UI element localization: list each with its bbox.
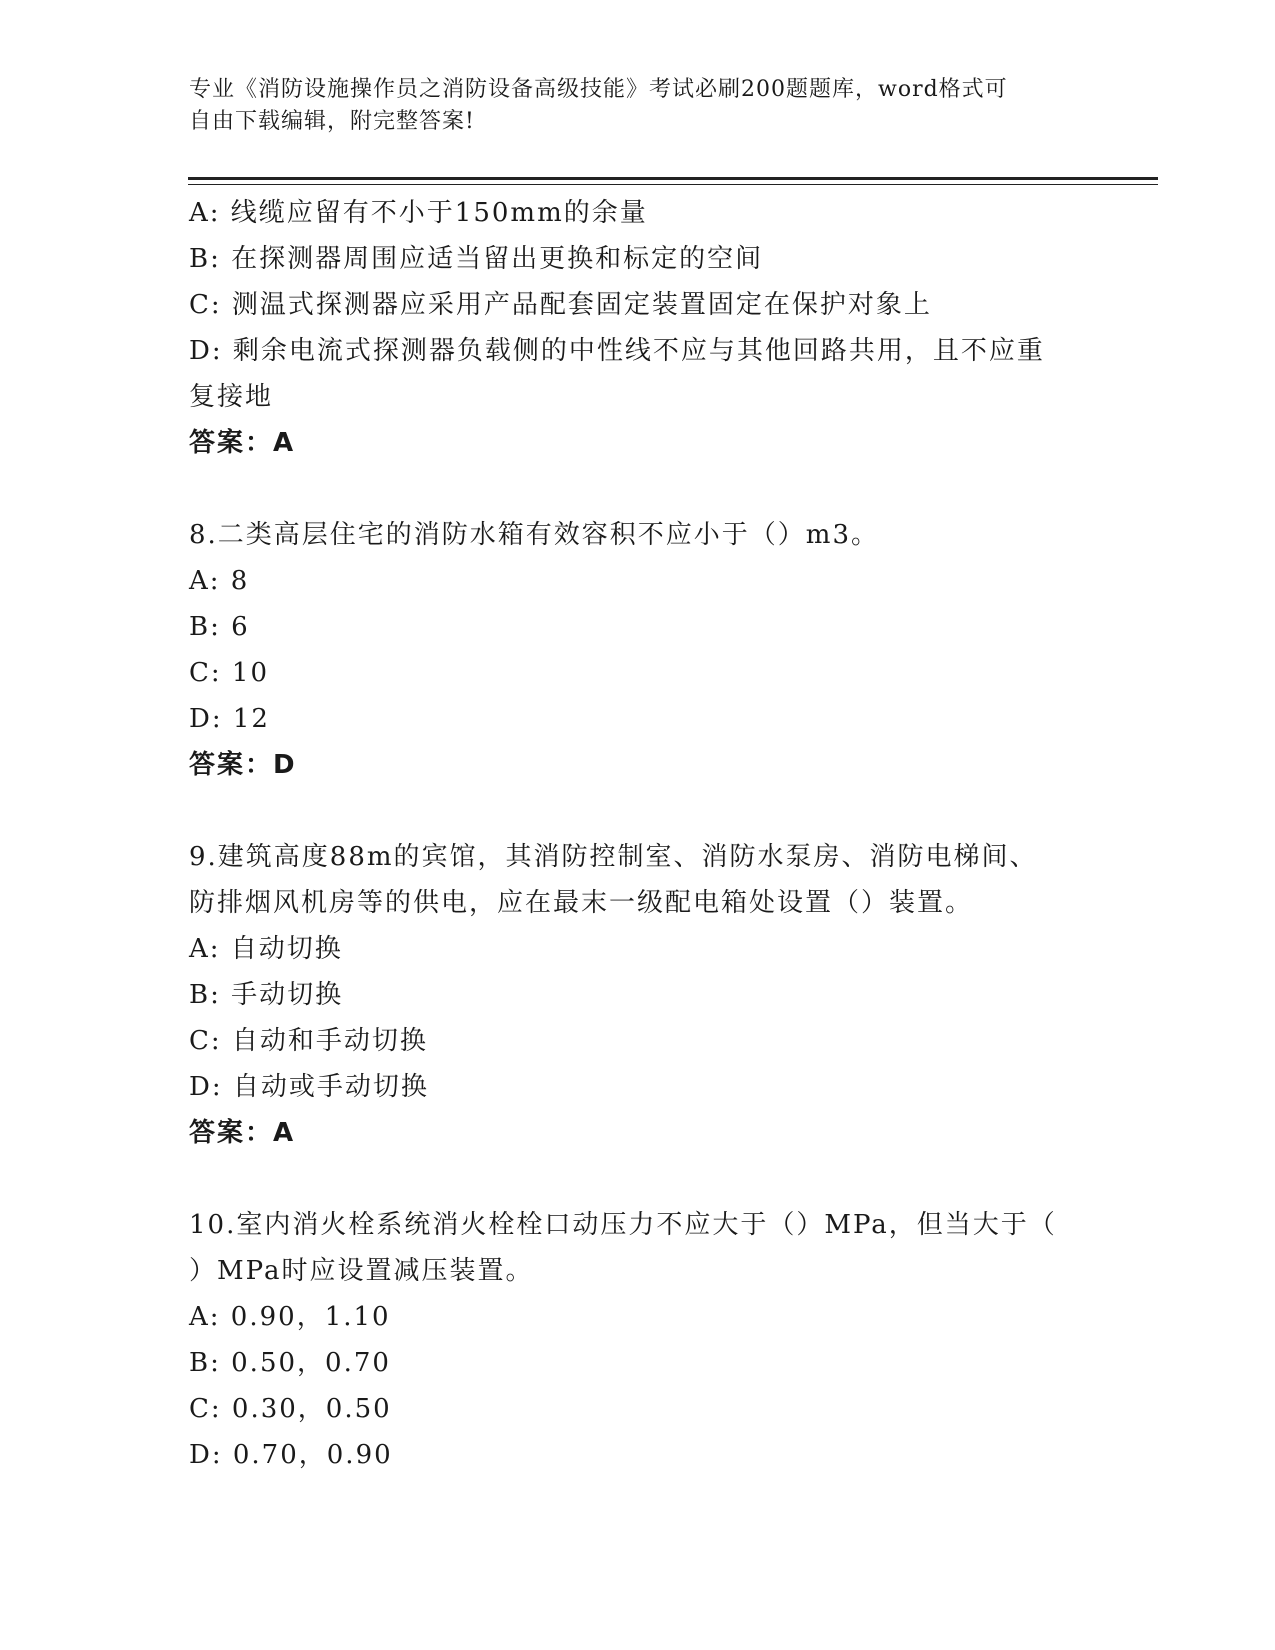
spacer bbox=[189, 466, 1089, 512]
header-line-1: 专业《消防设施操作员之消防设备高级技能》考试必刷200题题库，word格式可 bbox=[189, 77, 1008, 102]
option-b: B: 手动切换 bbox=[189, 980, 344, 1010]
answer-label: 答案：A bbox=[189, 1118, 296, 1148]
question-text-line-2: 防排烟风机房等的供电，应在最末一级配电箱处设置（）装置。 bbox=[189, 888, 974, 918]
option-a: A: 8 bbox=[189, 566, 250, 596]
question-block-8 bbox=[189, 512, 1089, 788]
option-d: D: 12 bbox=[189, 704, 270, 734]
option-d: D: 剩余电流式探测器负载侧的中性线不应与其他回路共用，且不应重 bbox=[189, 336, 1045, 366]
question-content bbox=[189, 190, 1089, 1478]
question-text-line-2: ）MPa时应设置减压装置。 bbox=[189, 1256, 534, 1286]
option-b: B: 0.50，0.70 bbox=[189, 1348, 391, 1378]
option-d: D: 自动或手动切换 bbox=[189, 1072, 429, 1102]
header-line-2: 自由下载编辑，附完整答案! bbox=[189, 109, 475, 134]
spacer bbox=[189, 788, 1089, 834]
option-b: B: 在探测器周围应适当留出更换和标定的空间 bbox=[189, 244, 764, 274]
document-header bbox=[189, 74, 1069, 138]
option-c: C: 测温式探测器应采用产品配套固定装置固定在保护对象上 bbox=[189, 290, 932, 320]
option-b: B: 6 bbox=[189, 612, 250, 642]
option-a: A: 线缆应留有不小于150mm的余量 bbox=[189, 198, 648, 228]
question-text-line-1: 10.室内消火栓系统消火栓栓口动压力不应大于（）MPa，但当大于（ bbox=[189, 1210, 1057, 1240]
header-divider-thick bbox=[188, 177, 1158, 180]
answer-label: 答案：D bbox=[189, 750, 297, 780]
question-block-9 bbox=[189, 834, 1089, 1156]
spacer bbox=[189, 1156, 1089, 1202]
question-text: 8.二类高层住宅的消防水箱有效容积不应小于（）m3。 bbox=[189, 520, 880, 550]
question-block-10 bbox=[189, 1202, 1089, 1478]
option-c: C: 0.30，0.50 bbox=[189, 1394, 392, 1424]
question-text-line-1: 9.建筑高度88m的宾馆，其消防控制室、消防水泵房、消防电梯间、 bbox=[189, 842, 1038, 872]
header-divider-thin bbox=[188, 184, 1158, 185]
option-c: C: 自动和手动切换 bbox=[189, 1026, 428, 1056]
question-block-7 bbox=[189, 190, 1089, 466]
option-a: A: 自动切换 bbox=[189, 934, 343, 964]
option-d: D: 0.70，0.90 bbox=[189, 1440, 393, 1470]
option-a: A: 0.90，1.10 bbox=[189, 1302, 391, 1332]
option-c: C: 10 bbox=[189, 658, 270, 688]
answer-label: 答案：A bbox=[189, 428, 296, 458]
option-d-continued: 复接地 bbox=[189, 382, 274, 412]
